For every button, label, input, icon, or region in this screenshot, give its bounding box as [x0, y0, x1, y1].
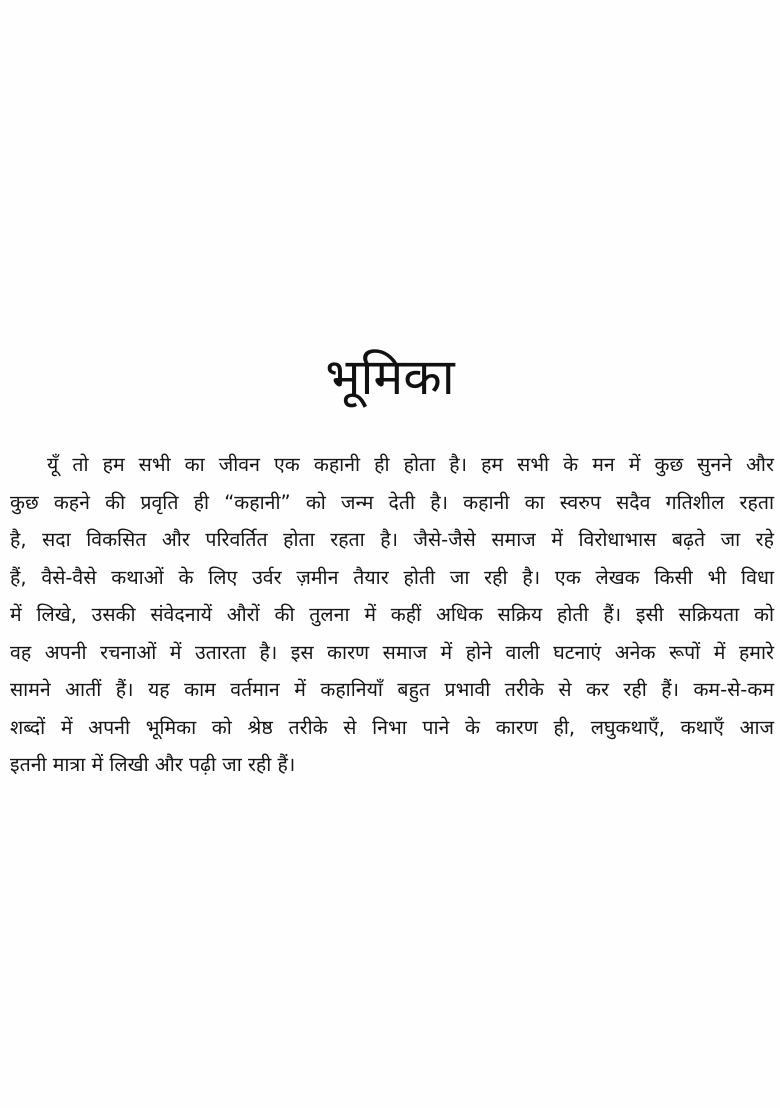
- paragraph-line: शब्दों में अपनी भूमिका को श्रेष्ठ तरीके से निभा पाने के कारण ही, लघुकथाएँ, कथाएँ आज: [10, 715, 774, 739]
- paragraph-line: वह अपनी रचनाओं में उतारता है। इस कारण समाज में होने वाली घटनाएं अनेक रूपों में हमारे: [10, 640, 774, 664]
- paragraph-line: सामने आतीं हैं। यह काम वर्तमान में कहानियाँ बहुत प्रभावी तरीके से कर रही हैं। कम-से-कम: [10, 678, 774, 701]
- paragraph-line: यूँ तो हम सभी का जीवन एक कहानी ही होता है। हम सभी के मन में कुछ सुनने और: [47, 453, 774, 476]
- paragraph-line: कुछ कहने की प्रवृति ही “कहानी” को जन्म देती है। कहानी का स्वरुप सदैव गतिशील रहता: [10, 490, 774, 514]
- paragraph-line: हैं, वैसे-वैसे कथाओं के लिए उर्वर ज़मीन तैयार होती जा रही है। एक लेखक किसी भी विधा: [10, 565, 774, 589]
- page-title: भूमिका: [325, 348, 455, 406]
- preface-paragraph: [10, 446, 774, 784]
- paragraph-line: है, सदा विकसित और परिवर्तित होता रहता है। जैसे-जैसे समाज में विरोधाभास बढ़ते जा रहे: [10, 528, 774, 551]
- paragraph-line: इतनी मात्रा में लिखी और पढ़ी जा रही हैं।: [10, 753, 296, 776]
- paragraph-line: में लिखे, उसकी संवेदनायें औरों की तुलना में कहीं अधिक सक्रिय होती हैं। इसी सक्रियता को: [10, 603, 774, 626]
